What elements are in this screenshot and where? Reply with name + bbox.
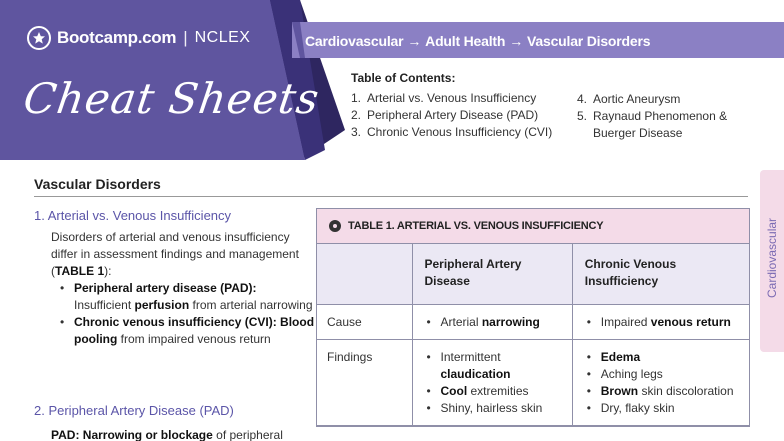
breadcrumb-item[interactable]: Vascular Disorders xyxy=(527,33,651,49)
toc-title: Table of Contents: xyxy=(351,71,456,85)
comparison-table xyxy=(316,208,750,427)
list-item: • Peripheral artery disease (PAD): Insufficient perfusion from arterial narrowing xyxy=(56,280,316,314)
row-label: Findings xyxy=(317,339,412,425)
table-row xyxy=(317,304,749,339)
pad-paragraph: PAD: Narrowing or blockage of peripheral xyxy=(51,428,283,441)
toc-item-continuation[interactable]: Buerger Disease xyxy=(593,126,683,140)
table-ref[interactable]: TABLE 1 xyxy=(55,264,105,278)
table-header-cell xyxy=(317,244,412,304)
toc-list-col1 xyxy=(351,90,552,141)
brand-logo xyxy=(27,26,250,50)
toc-item[interactable]: 1. Arterial vs. Venous Insufficiency xyxy=(351,91,537,105)
table-header-cell: Peripheral Artery Disease xyxy=(412,244,572,304)
side-tab[interactable] xyxy=(760,170,784,352)
intro-paragraph: Disorders of arterial and venous insufficiency differ in assessment findings and management (TABLE 1): xyxy=(51,230,299,278)
toc-item[interactable]: 3. Chronic Venous Insufficiency (CVI) xyxy=(351,125,553,139)
brand-separator: | xyxy=(183,28,188,47)
brand-exam: NCLEX xyxy=(194,29,251,46)
toc-list-col2 xyxy=(577,91,727,142)
subsection-heading: 1. Arterial vs. Venous Insufficiency xyxy=(34,208,232,223)
toc-item[interactable]: 5. Raynaud Phenomenon & xyxy=(577,109,728,123)
bullet-list xyxy=(56,280,316,348)
toc-item[interactable]: 2. Peripheral Artery Disease (PAD) xyxy=(351,108,539,122)
table-header-cell: Chronic Venous Insufficiency xyxy=(572,244,749,304)
table-cell: • Edema • Aching legs • Brown skin discoloration • Dry, flaky skin xyxy=(572,339,749,425)
section-divider xyxy=(34,196,748,197)
breadcrumb-arrow-icon: → xyxy=(509,33,524,49)
table-header-row xyxy=(317,244,749,304)
brand-name: Bootcamp.com xyxy=(57,28,177,47)
row-label: Cause xyxy=(317,304,412,339)
breadcrumb-item[interactable]: Adult Health xyxy=(425,33,506,49)
table-row xyxy=(317,339,749,425)
star-badge-icon xyxy=(27,26,51,50)
table-cell: • Intermittent claudication • Cool extremities • Shiny, hairless skin xyxy=(412,339,572,425)
sheet-title: Cheat Sheets xyxy=(20,74,323,123)
bullet-circle-icon xyxy=(329,220,341,232)
section-heading: Vascular Disorders xyxy=(34,176,161,192)
side-tab-label: Cardiovascular xyxy=(765,217,779,298)
table-title: TABLE 1. ARTERIAL VS. VENOUS INSUFFICIENCY xyxy=(317,209,749,244)
toc-item[interactable]: 4. Aortic Aneurysm xyxy=(577,92,681,106)
breadcrumb-item[interactable]: Cardiovascular xyxy=(305,33,404,49)
breadcrumb xyxy=(305,33,650,49)
list-item: • Chronic venous insufficiency (CVI): Blood pooling from impaired venous return xyxy=(56,314,316,348)
table-cell: • Impaired venous return xyxy=(572,304,749,339)
breadcrumb-arrow-icon: → xyxy=(407,33,422,49)
table-cell: • Arterial narrowing xyxy=(412,304,572,339)
subsection-heading: 2. Peripheral Artery Disease (PAD) xyxy=(34,403,234,418)
